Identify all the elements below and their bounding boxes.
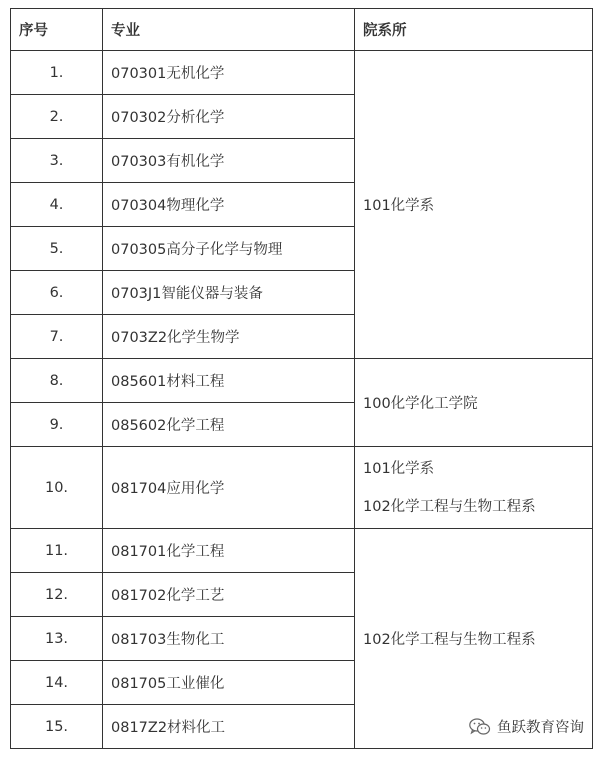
row-major: 081703生物化工 (103, 617, 355, 661)
row-number: 14. (11, 661, 103, 705)
row-number: 11. (11, 529, 103, 573)
table-row (11, 51, 593, 95)
row-major: 070305高分子化学与物理 (103, 227, 355, 271)
row-major: 070303有机化学 (103, 139, 355, 183)
row-major: 085601材料工程 (103, 359, 355, 403)
department-cell: 100化学化工学院 (355, 359, 593, 447)
header-major: 专业 (103, 9, 355, 51)
row-major: 0703J1智能仪器与装备 (103, 271, 355, 315)
department-line: 102化学工程与生物工程系 (363, 498, 536, 515)
wechat-icon (469, 718, 491, 736)
row-number: 4. (11, 183, 103, 227)
row-major: 070301无机化学 (103, 51, 355, 95)
row-major: 081705工业催化 (103, 661, 355, 705)
row-major: 085602化学工程 (103, 403, 355, 447)
row-number: 8. (11, 359, 103, 403)
watermark (465, 714, 588, 739)
watermark-text: 鱼跃教育咨询 (497, 720, 584, 736)
row-major: 081702化学工艺 (103, 573, 355, 617)
row-number: 9. (11, 403, 103, 447)
row-number: 15. (11, 705, 103, 749)
row-number: 12. (11, 573, 103, 617)
table-row (11, 447, 593, 529)
header-number: 序号 (11, 9, 103, 51)
table-row (11, 359, 593, 403)
row-number: 7. (11, 315, 103, 359)
row-number: 6. (11, 271, 103, 315)
header-department: 院系所 (355, 9, 593, 51)
row-major: 081701化学工程 (103, 529, 355, 573)
row-number: 3. (11, 139, 103, 183)
row-number: 5. (11, 227, 103, 271)
row-number: 1. (11, 51, 103, 95)
row-number: 10. (11, 447, 103, 529)
row-number: 2. (11, 95, 103, 139)
department-line: 101化学系 (363, 460, 435, 477)
row-number: 13. (11, 617, 103, 661)
row-major: 070302分析化学 (103, 95, 355, 139)
department-cell (355, 447, 593, 529)
majors-table (10, 8, 593, 749)
table-row (11, 529, 593, 573)
row-major: 081704应用化学 (103, 447, 355, 529)
row-major: 070304物理化学 (103, 183, 355, 227)
table-header-row (11, 9, 593, 51)
department-cell: 102化学工程与生物工程系 (355, 529, 593, 749)
department-cell: 101化学系 (355, 51, 593, 359)
row-major: 0817Z2材料化工 (103, 705, 355, 749)
row-major: 0703Z2化学生物学 (103, 315, 355, 359)
